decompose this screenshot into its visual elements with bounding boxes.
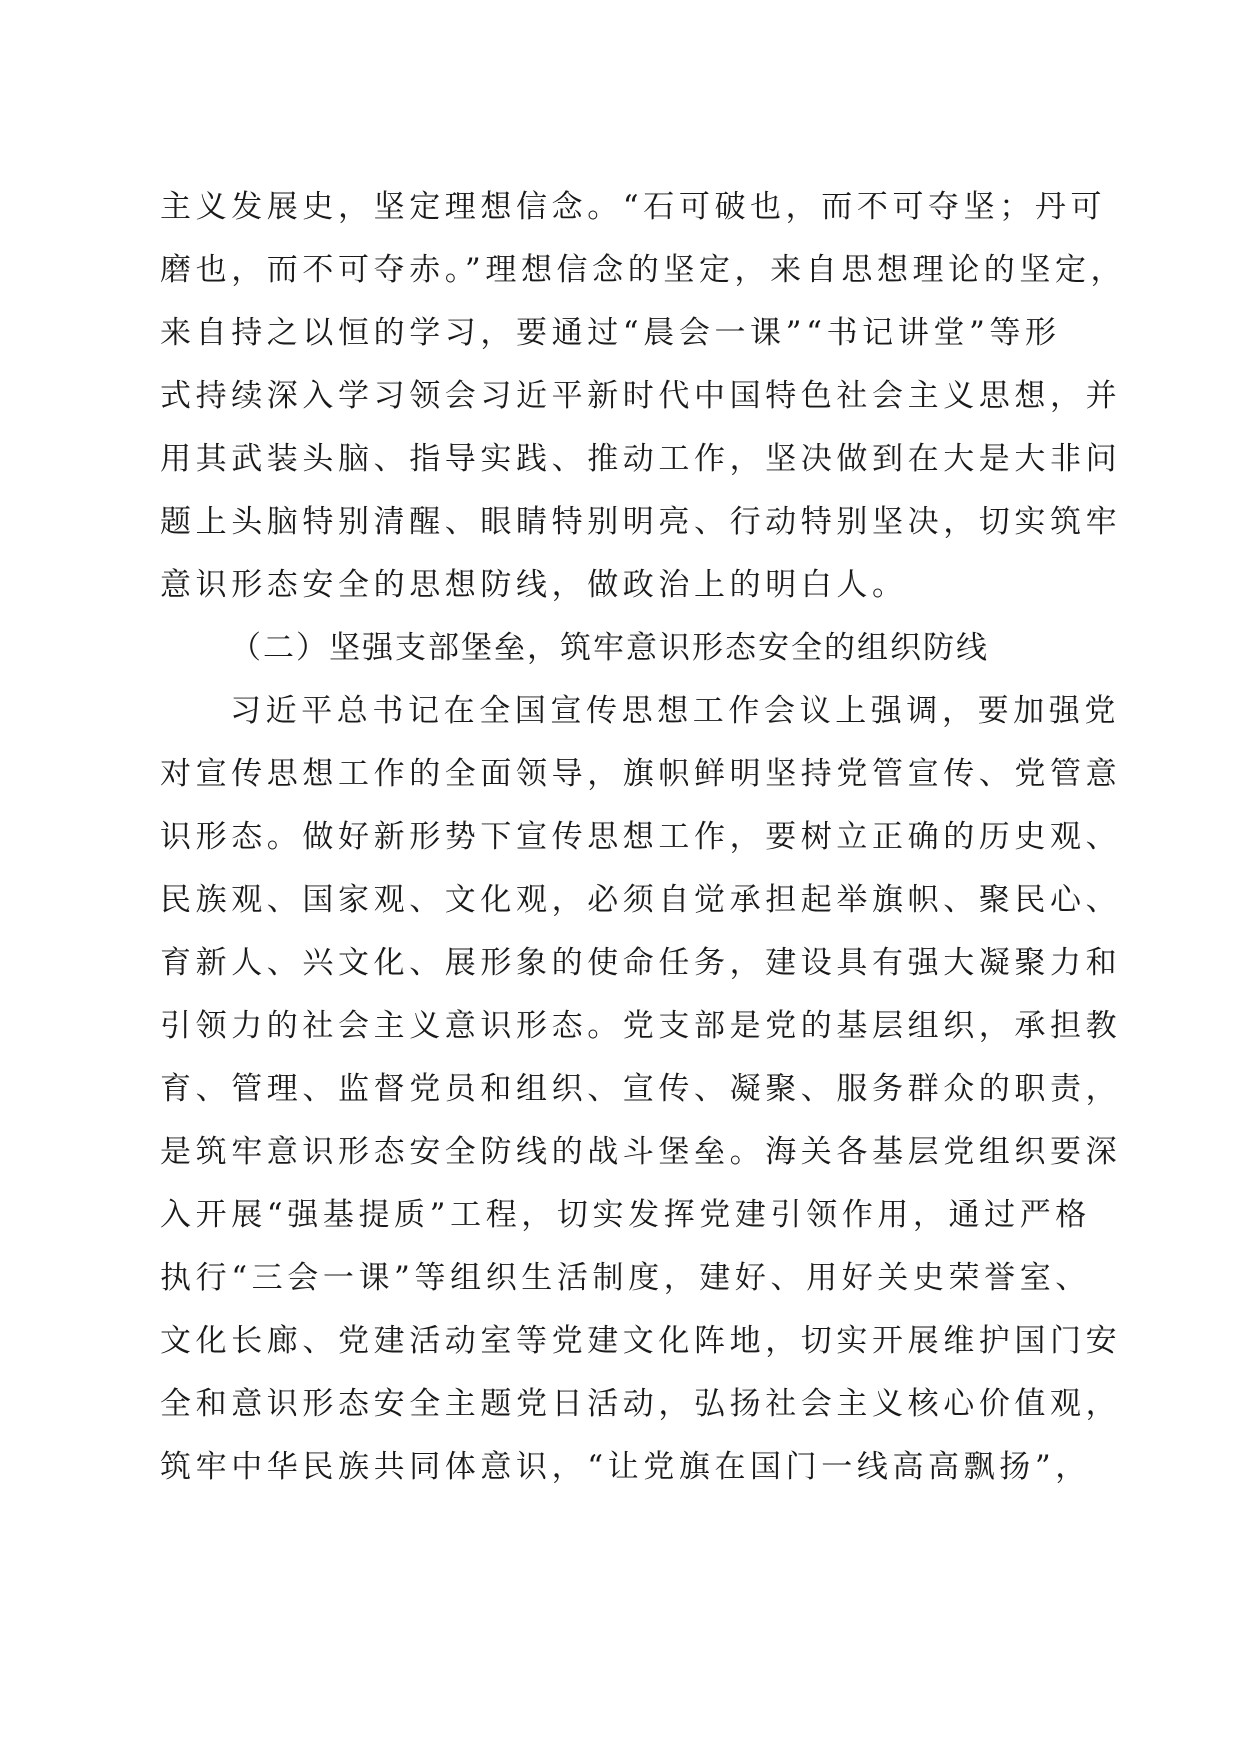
text-line: 磨也，而不可夺赤。”理想信念的坚定，来自思想理论的坚定， [160,252,1127,288]
paragraph-first-line: 习近平总书记在全国宣传思想工作会议上强调，要加强党 [230,693,1120,729]
text-line: 育新人、兴文化、展形象的使命任务，建设具有强大凝聚力和 [160,945,1122,981]
text-line: 用其武装头脑、指导实践、推动工作，坚决做到在大是大非问 [160,441,1122,477]
text-line: 来自持之以恒的学习，要通过“晨会一课”“书记讲堂”等形 [160,315,1061,351]
text-line: 执行“三会一课”等组织生活制度，建好、用好关史荣誉室、 [160,1260,1091,1296]
section-heading: （二）坚强支部堡垒，筑牢意识形态安全的组织防线 [230,630,989,666]
text-line: 识形态。做好新形势下宣传思想工作，要树立正确的历史观、 [160,819,1122,855]
text-line: 意识形态安全的思想防线，做政治上的明白人。 [160,567,908,603]
text-line: 是筑牢意识形态安全防线的战斗堡垒。海关各基层党组织要深 [160,1134,1122,1170]
body-text [160,176,1127,1499]
text-line: 育、管理、监督党员和组织、宣传、凝聚、服务群众的职责， [160,1071,1122,1107]
text-line: 引领力的社会主义意识形态。党支部是党的基层组织，承担教 [160,1008,1122,1044]
text-line: 对宣传思想工作的全面领导，旗帜鲜明坚持党管宣传、党管意 [160,756,1122,792]
text-line: 题上头脑特别清醒、眼睛特别明亮、行动特别坚决，切实筑牢 [160,504,1122,540]
text-line: 民族观、国家观、文化观，必须自觉承担起举旗帜、聚民心、 [160,882,1122,918]
text-line: 全和意识形态安全主题党日活动，弘扬社会主义核心价值观， [160,1386,1122,1422]
text-line: 筑牢中华民族共同体意识，“让党旗在国门一线高高飘扬”， [160,1449,1091,1485]
text-line: 式持续深入学习领会习近平新时代中国特色社会主义思想，并 [160,378,1122,414]
text-line: 主义发展史，坚定理想信念。“石可破也，而不可夺坚；丹可 [160,189,1107,225]
text-line: 入开展“强基提质”工程，切实发挥党建引领作用，通过严格 [160,1197,1091,1233]
text-line: 文化长廊、党建活动室等党建文化阵地，切实开展维护国门安 [160,1323,1122,1359]
